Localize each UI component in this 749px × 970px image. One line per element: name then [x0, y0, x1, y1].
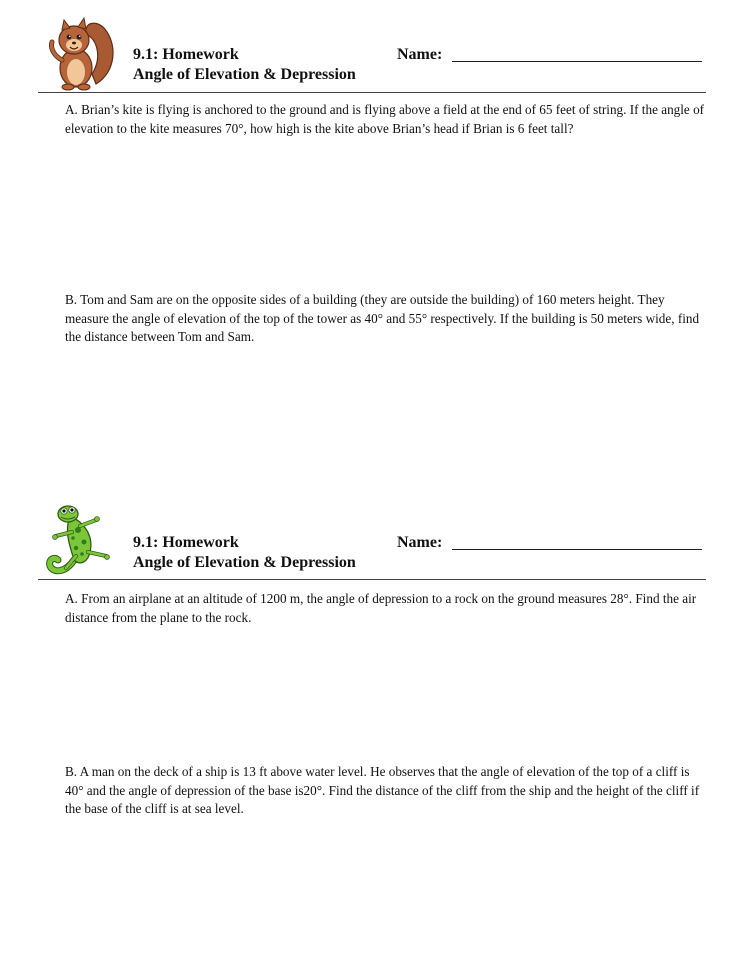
question-text: B. Tom and Sam are on the opposite sides of a building (they are outside the building) of 160 meters height. They measure the angle of elevation of the top of the tower as 40° and 55° respectively. If the building is 50 meters wide, find the distance between Tom and Sam.	[65, 292, 700, 344]
name-field-line[interactable]	[452, 549, 702, 550]
gecko-icon	[44, 502, 120, 578]
name-field-line[interactable]	[452, 61, 702, 62]
header-title: 9.1: Homework	[133, 46, 239, 63]
header-title: 9.1: Homework	[133, 534, 239, 551]
header-divider	[38, 92, 706, 93]
squirrel-icon	[44, 14, 116, 94]
header-divider	[38, 579, 706, 580]
name-label: Name:	[397, 46, 443, 63]
question-text: A. From an airplane at an altitude of 1200 m, the angle of depression to a rock on the ground measures 28°. Find the air distance from the plane to the rock.	[65, 591, 697, 625]
question-text: A. Brian’s kite is flying is anchored to the ground and is flying above a field at the end of 65 feet of string. If the angle of elevation to the kite measures 70°, how high is the kite above Brian’s head if Brian is 6 feet tall?	[65, 102, 705, 136]
question-text: B. A man on the deck of a ship is 13 ft above water level. He observes that the angle of elevation of the top of a cliff is 40° and the angle of depression of the base is20°. Find the distance of the cliff from the ship and the height of the cliff if the base of the cliff is at sea level.	[65, 764, 700, 816]
name-label: Name:	[397, 534, 443, 551]
header-subtitle: Angle of Elevation & Depression	[133, 66, 356, 83]
header-subtitle: Angle of Elevation & Depression	[133, 554, 356, 571]
